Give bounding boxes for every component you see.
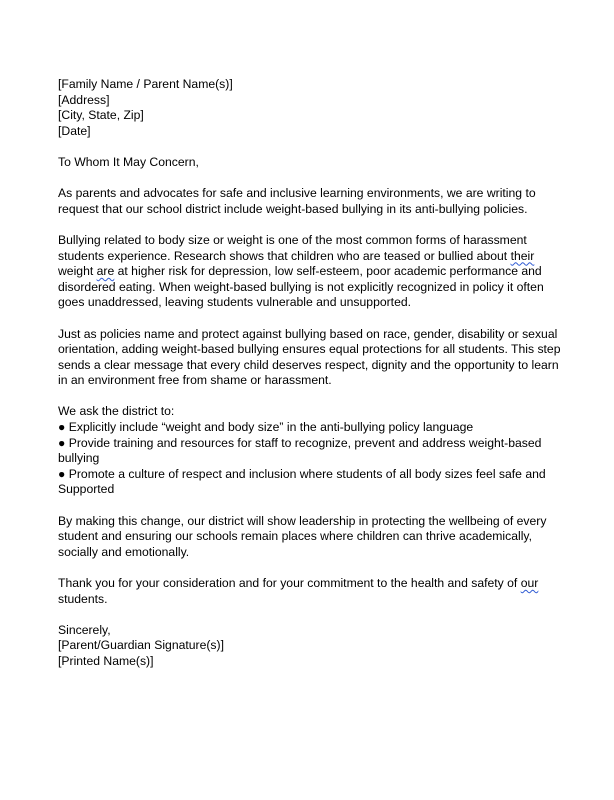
- paragraph-line[interactable]: disordered eating. When weight-based bullying is not explicitly recognized in policy it often: [58, 279, 544, 294]
- date[interactable]: [Date]: [58, 123, 91, 138]
- sender-block: [58, 77, 553, 139]
- bullet-item-continuation[interactable]: bullying: [58, 451, 100, 466]
- bullet-item[interactable]: ● Explicitly include “weight and body size” in the anti-bullying policy language: [58, 420, 474, 435]
- paragraph-line[interactable]: goes unaddressed, leaving students vulnerable and unsupported.: [58, 295, 412, 310]
- blank-line: [58, 560, 553, 576]
- bullet-item-continuation[interactable]: Supported: [58, 482, 115, 497]
- request-list: [58, 404, 553, 498]
- text-run: students experience. Research shows that children who are teased or bullied about: [58, 248, 511, 263]
- blank-line: [58, 389, 553, 405]
- paragraph-line[interactable]: [58, 264, 553, 280]
- paragraph-line[interactable]: orientation, adding weight-based bullying ensures equal protections for all students. This step: [58, 342, 561, 357]
- text-run: weight: [58, 264, 97, 279]
- paragraph-intro: [58, 186, 553, 217]
- paragraph-line[interactable]: student and ensuring our schools remain places where children can thrive academically,: [58, 529, 532, 544]
- family-name[interactable]: [Family Name / Parent Name(s)]: [58, 77, 233, 91]
- sign-off[interactable]: Sincerely,: [58, 622, 111, 637]
- blank-line: [58, 607, 553, 623]
- paragraph-line[interactable]: in an environment free from shame or harassment.: [58, 373, 332, 388]
- paragraph-leadership: [58, 514, 553, 561]
- spellcheck-flagged-word[interactable]: our: [520, 576, 539, 590]
- city-state-zip[interactable]: [City, State, Zip]: [58, 108, 144, 123]
- blank-line: [58, 171, 553, 187]
- paragraph-line[interactable]: Just as policies name and protect against bullying based on race, gender, disability or sexual: [58, 326, 558, 341]
- paragraph-line[interactable]: Bullying related to body size or weight is one of the most common forms of harassment: [58, 232, 527, 247]
- paragraph-line[interactable]: By making this change, our district will show leadership in protecting the wellbeing of every: [58, 513, 547, 528]
- printed-name-placeholder[interactable]: [Printed Name(s)]: [58, 653, 154, 668]
- spellcheck-flagged-word[interactable]: their: [510, 248, 535, 263]
- closing-block: [58, 623, 553, 670]
- blank-line: [58, 311, 553, 327]
- text-run: at higher risk for depression, low self-esteem, poor academic performance and: [114, 264, 542, 279]
- paragraph-line[interactable]: [58, 249, 553, 265]
- paragraph-research: [58, 233, 553, 311]
- paragraph-thanks: [58, 576, 553, 607]
- bullet-item[interactable]: ● Provide training and resources for staff to recognize, prevent and address weight-based: [58, 435, 542, 450]
- paragraph-line[interactable]: socially and emotionally.: [58, 544, 190, 559]
- paragraph-line[interactable]: [58, 576, 553, 592]
- salutation[interactable]: To Whom It May Concern,: [58, 154, 199, 169]
- blank-line: [58, 217, 553, 233]
- paragraph-line[interactable]: sends a clear message that every child deserves respect, dignity and the opportunity to learn: [58, 357, 559, 372]
- letter-page: [58, 77, 561, 670]
- address[interactable]: [Address]: [58, 92, 110, 107]
- request-intro[interactable]: We ask the district to:: [58, 404, 175, 419]
- blank-line: [58, 139, 553, 155]
- blank-line: [58, 498, 553, 514]
- text-run: Thank you for your consideration and for your commitment to the health and safety of: [58, 576, 521, 590]
- paragraph-line[interactable]: request that our school district include weight-based bullying in its anti-bullying policies.: [58, 201, 528, 216]
- paragraph-line[interactable]: students.: [58, 591, 108, 606]
- paragraph-equal-protection: [58, 326, 561, 389]
- paragraph-line[interactable]: As parents and advocates for safe and inclusive learning environments, we are writing to: [58, 186, 536, 201]
- spellcheck-flagged-word[interactable]: are: [96, 264, 115, 279]
- signature-placeholder[interactable]: [Parent/Guardian Signature(s)]: [58, 638, 224, 653]
- bullet-item[interactable]: ● Promote a culture of respect and inclusion where students of all body sizes feel safe and: [58, 466, 546, 481]
